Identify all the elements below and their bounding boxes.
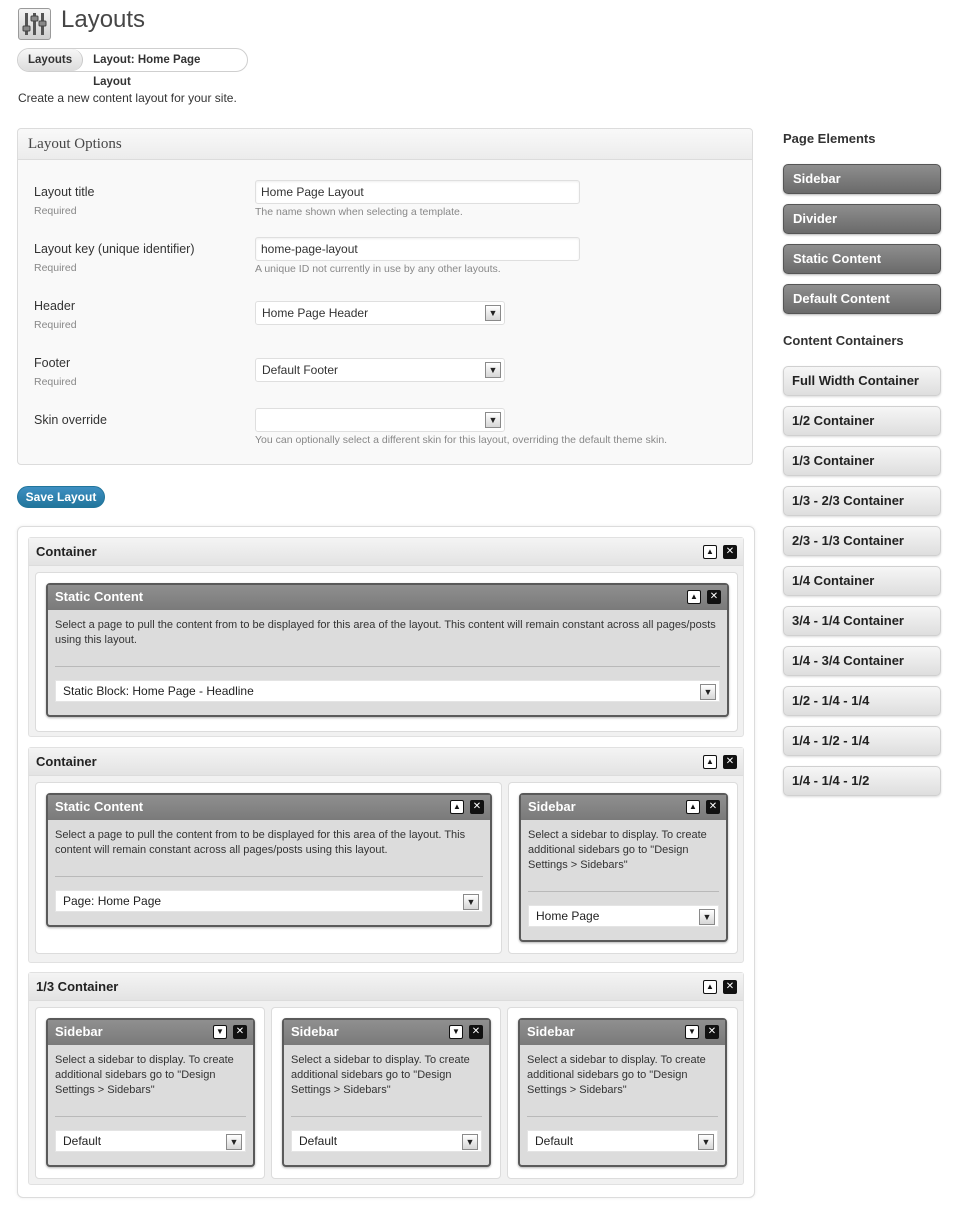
layout-container[interactable] [28,537,744,737]
chevron-down-icon[interactable]: ▼ [463,894,479,910]
divider [55,1116,246,1117]
container-option-quarter-quarter-half[interactable]: 1/4 - 1/4 - 1/2 [783,766,941,796]
static-content-select-value: Static Block: Home Page - Headline [63,684,254,698]
collapse-down-icon[interactable]: ▼ [449,1025,463,1039]
static-content-element[interactable] [46,583,729,717]
header-label: Header [34,299,75,313]
static-content-select-value: Page: Home Page [63,894,162,908]
element-description: Select a sidebar to display. To create additional sidebars go to "Design Settings > Sidebars" [528,829,707,871]
static-content-element[interactable] [46,793,492,927]
element-description: Select a page to pull the content from to be displayed for this area of the layout. This content will remain constant across all pages/posts using this layout. [55,829,466,856]
close-icon[interactable]: ✕ [470,800,484,814]
footer-select-value: Default Footer [262,363,339,377]
container-title: Container [36,544,97,559]
skin-override-label: Skin override [34,413,107,427]
container-slot [271,1007,501,1179]
layout-key-hint: A unique ID not currently in use by any other layouts. [255,263,501,275]
chevron-down-icon[interactable]: ▼ [462,1134,478,1150]
sidebar-select[interactable] [291,1130,482,1152]
page-title: Layouts [61,6,146,33]
chevron-down-icon[interactable]: ▼ [226,1134,242,1150]
skin-override-hint: You can optionally select a different skin for this layout, overriding the default theme skin. [255,434,668,446]
layout-options-panel [17,128,753,465]
container-header[interactable] [29,748,743,776]
container-title: 1/3 Container [36,979,119,994]
collapse-up-icon[interactable]: ▲ [703,755,717,769]
close-icon[interactable]: ✕ [706,800,720,814]
layout-options-heading: Layout Options [18,129,752,160]
collapse-down-icon[interactable]: ▼ [685,1025,699,1039]
breadcrumb [17,48,248,88]
container-option-third-two-thirds[interactable]: 1/3 - 2/3 Container [783,486,941,516]
page-elements-heading: Page Elements [783,131,876,146]
container-option-two-thirds-third[interactable]: 2/3 - 1/3 Container [783,526,941,556]
sidebar-element[interactable] [518,1018,727,1167]
page-element-divider[interactable]: Divider [783,204,941,234]
container-option-quarter[interactable]: 1/4 Container [783,566,941,596]
divider [291,1116,482,1117]
element-description: Select a sidebar to display. To create additional sidebars go to "Design Settings > Sidebars" [291,1054,470,1096]
breadcrumb-layouts-link[interactable]: Layouts [18,49,83,71]
static-content-select[interactable] [55,680,720,702]
container-header[interactable] [29,538,743,566]
chevron-down-icon[interactable]: ▼ [485,362,501,378]
breadcrumb-current: Layout: Home Page Layout [93,54,201,88]
container-slot [35,1007,265,1179]
sidebar-element[interactable] [46,1018,255,1167]
close-icon[interactable]: ✕ [705,1025,719,1039]
collapse-up-icon[interactable]: ▲ [687,590,701,604]
footer-select[interactable] [255,358,505,382]
chevron-down-icon[interactable]: ▼ [485,412,501,428]
container-title: Container [36,754,97,769]
sidebar-element[interactable] [282,1018,491,1167]
layout-container[interactable] [28,747,744,963]
layout-key-required: Required [34,262,77,274]
page-intro: Create a new content layout for your site. [18,91,237,105]
container-option-full-width[interactable]: Full Width Container [783,366,941,396]
element-title: Static Content [55,799,144,814]
layout-title-hint: The name shown when selecting a template. [255,206,463,218]
collapse-down-icon[interactable]: ▼ [213,1025,227,1039]
element-title: Sidebar [291,1024,339,1039]
header-select-value: Home Page Header [262,306,369,320]
element-title: Sidebar [527,1024,575,1039]
chevron-down-icon[interactable]: ▼ [698,1134,714,1150]
footer-required: Required [34,376,77,388]
sidebar-select[interactable] [527,1130,718,1152]
sidebar-select-value: Default [535,1134,574,1148]
sidebar-element[interactable] [519,793,728,942]
sidebar-select[interactable] [528,905,719,927]
page-element-default-content[interactable]: Default Content [783,284,941,314]
layouts-page-icon [18,8,51,40]
container-option-third[interactable]: 1/3 Container [783,446,941,476]
container-option-half[interactable]: 1/2 Container [783,406,941,436]
container-option-half-quarter-quarter[interactable]: 1/2 - 1/4 - 1/4 [783,686,941,716]
page-element-static-content[interactable]: Static Content [783,244,941,274]
sidebar-select-value: Home Page [536,909,600,923]
container-slot [35,572,738,732]
element-title: Sidebar [55,1024,103,1039]
layout-key-input[interactable] [255,237,580,261]
container-option-three-quarters-quarter[interactable]: 3/4 - 1/4 Container [783,606,941,636]
divider [55,876,483,877]
container-header[interactable] [29,973,743,1001]
divider [55,666,720,667]
divider [528,891,719,892]
element-description: Select a sidebar to display. To create additional sidebars go to "Design Settings > Sidebars" [55,1054,234,1096]
container-slot [35,782,502,954]
element-description: Select a page to pull the content from to be displayed for this area of the layout. This content will remain constant across all pages/posts using this layout. [55,619,716,646]
page-element-sidebar[interactable]: Sidebar [783,164,941,194]
element-header[interactable] [520,1020,725,1045]
element-title: Static Content [55,589,144,604]
static-content-select[interactable] [55,890,483,912]
collapse-up-icon[interactable]: ▲ [703,980,717,994]
sidebar-select[interactable] [55,1130,246,1152]
collapse-up-icon[interactable]: ▲ [450,800,464,814]
layout-canvas [17,526,755,1198]
layout-title-required: Required [34,205,77,217]
close-icon[interactable]: ✕ [723,755,737,769]
skin-override-select[interactable] [255,408,505,432]
close-icon[interactable]: ✕ [723,545,737,559]
element-header[interactable] [48,585,727,610]
layout-key-label: Layout key (unique identifier) [34,242,195,256]
container-slot [507,1007,738,1179]
container-option-quarter-half-quarter[interactable]: 1/4 - 1/2 - 1/4 [783,726,941,756]
chevron-down-icon[interactable]: ▼ [700,684,716,700]
chevron-down-icon[interactable]: ▼ [699,909,715,925]
layout-container[interactable] [28,972,744,1185]
layout-title-label: Layout title [34,185,95,199]
element-title: Sidebar [528,799,576,814]
header-required: Required [34,319,77,331]
close-icon[interactable]: ✕ [233,1025,247,1039]
collapse-up-icon[interactable]: ▲ [686,800,700,814]
collapse-up-icon[interactable]: ▲ [703,545,717,559]
container-slot [508,782,738,954]
sidebar-select-value: Default [63,1134,102,1148]
chevron-down-icon[interactable]: ▼ [485,305,501,321]
close-icon[interactable]: ✕ [707,590,721,604]
element-header[interactable] [48,1020,253,1045]
container-option-quarter-three-quarters[interactable]: 1/4 - 3/4 Container [783,646,941,676]
element-header[interactable] [521,795,726,820]
sidebar-select-value: Default [299,1134,338,1148]
content-containers-heading: Content Containers [783,333,904,348]
element-header[interactable] [284,1020,489,1045]
divider [527,1116,718,1117]
footer-label: Footer [34,356,71,370]
element-description: Select a sidebar to display. To create additional sidebars go to "Design Settings > Sidebars" [527,1054,706,1096]
header-select[interactable] [255,301,505,325]
close-icon[interactable]: ✕ [469,1025,483,1039]
close-icon[interactable]: ✕ [723,980,737,994]
element-header[interactable] [48,795,490,820]
layout-title-input[interactable] [255,180,580,204]
save-layout-button[interactable]: Save Layout [17,486,105,508]
